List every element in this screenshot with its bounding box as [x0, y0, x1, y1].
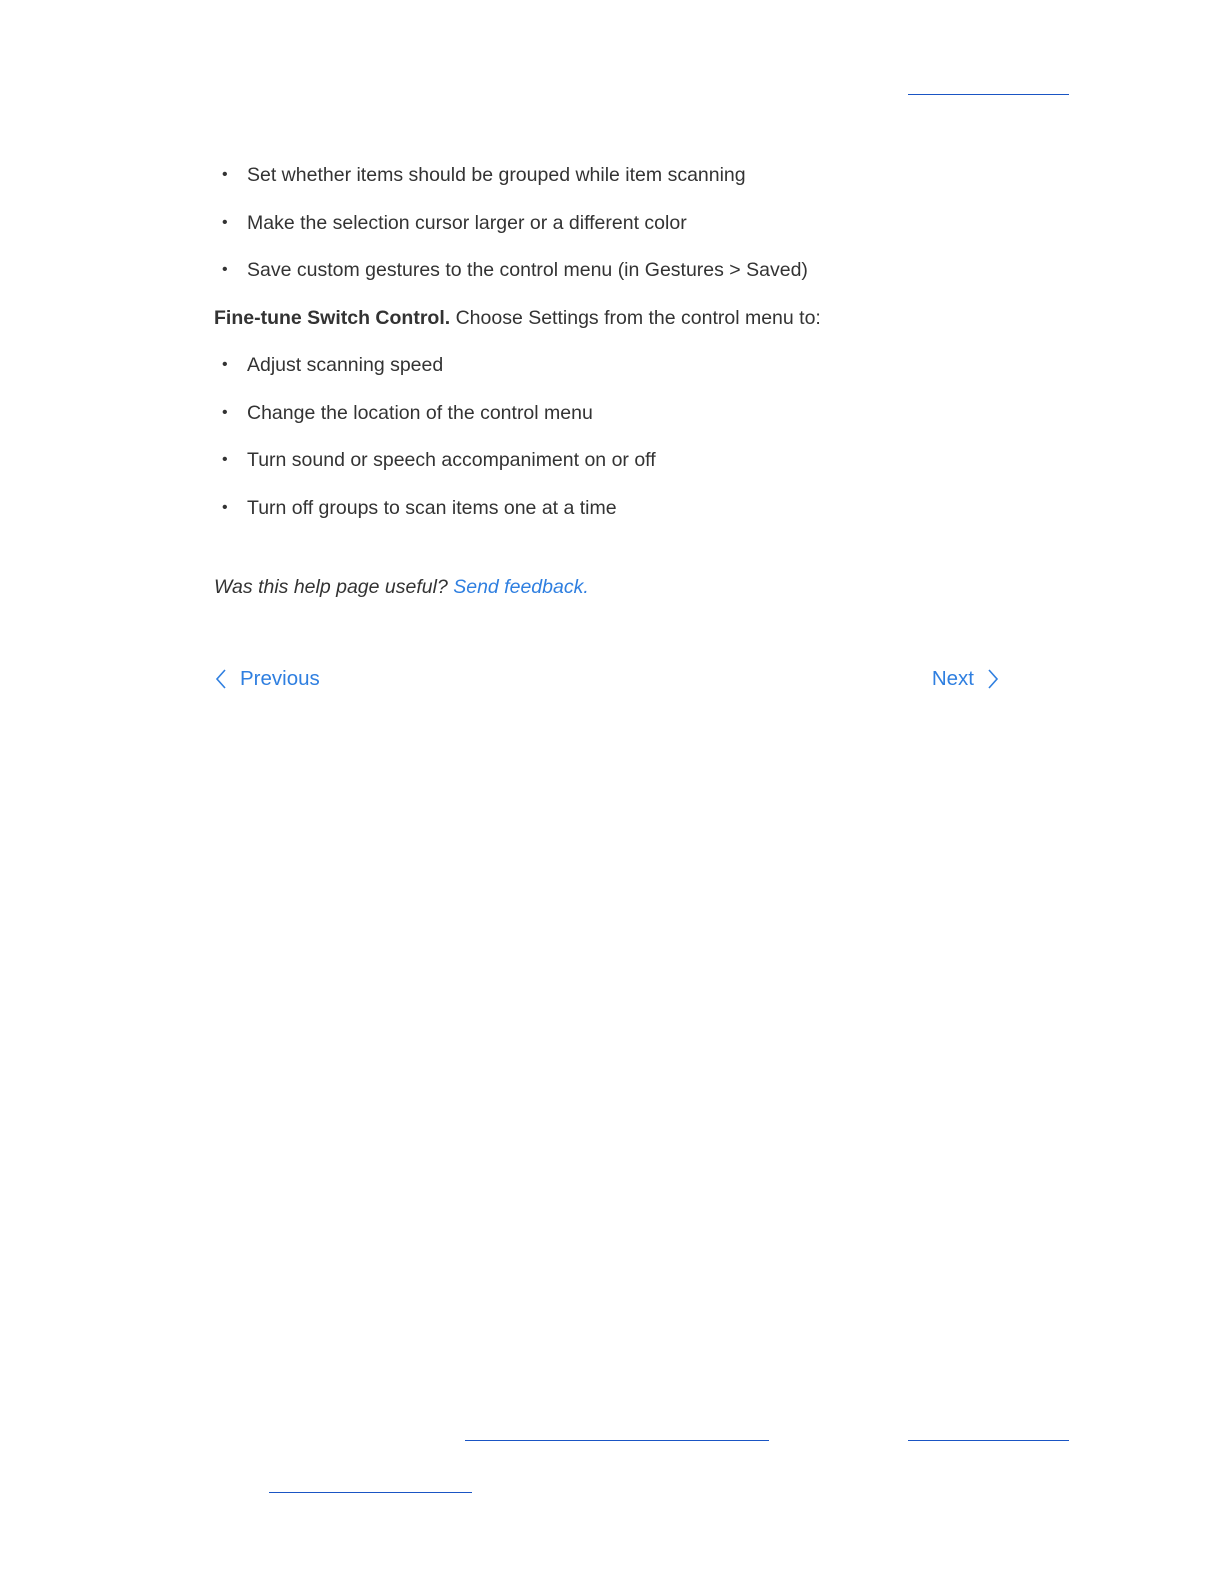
footer-link-underline — [465, 1440, 769, 1441]
previous-link[interactable] — [214, 664, 320, 694]
header-link-underline — [908, 94, 1069, 95]
fine-tune-text: Choose Settings from the control menu to: — [450, 306, 821, 329]
list-item — [214, 160, 1014, 190]
list-item — [214, 445, 1014, 475]
fine-tune-paragraph — [214, 303, 1014, 333]
list-item-text: Change the location of the control menu — [247, 401, 593, 424]
list-item — [214, 493, 1014, 523]
bullet-icon: • — [222, 213, 228, 231]
page-navigation — [214, 664, 1000, 696]
bullet-icon: • — [222, 403, 228, 421]
footer-link-underline — [269, 1492, 472, 1493]
next-label: Next — [931, 667, 974, 690]
list-item-text: Make the selection cursor larger or a different color — [247, 211, 687, 234]
bullet-icon: • — [222, 356, 228, 373]
settings-list-top — [214, 160, 1014, 285]
bullet-icon: • — [222, 166, 228, 183]
bullet-icon: • — [222, 451, 228, 468]
previous-label: Previous — [240, 667, 320, 690]
list-item-text: Save custom gestures to the control menu (in Gestures > Saved) — [247, 259, 808, 281]
bullet-icon: • — [222, 498, 228, 516]
list-item — [214, 208, 1014, 238]
send-feedback-link[interactable]: Send feedback. — [453, 575, 589, 598]
bullet-icon: • — [222, 261, 228, 278]
list-item-text: Turn off groups to scan items one at a time — [247, 496, 617, 519]
feedback-question: Was this help page useful? — [214, 575, 454, 598]
list-item — [214, 398, 1014, 428]
footer-link-underline — [908, 1440, 1069, 1441]
list-item — [214, 255, 1014, 285]
feedback-line — [214, 572, 1014, 602]
list-item-text: Adjust scanning speed — [247, 354, 444, 376]
list-item-text: Turn sound or speech accompaniment on or off — [247, 449, 656, 471]
help-content — [214, 160, 1014, 602]
fine-tune-heading: Fine-tune Switch Control. — [214, 306, 451, 329]
chevron-left-icon — [214, 668, 228, 690]
chevron-right-icon — [986, 668, 1000, 690]
list-item — [214, 350, 1014, 380]
settings-list-bottom — [214, 350, 1014, 523]
list-item-text: Set whether items should be grouped while item scanning — [247, 164, 746, 186]
next-link[interactable] — [932, 664, 1000, 694]
